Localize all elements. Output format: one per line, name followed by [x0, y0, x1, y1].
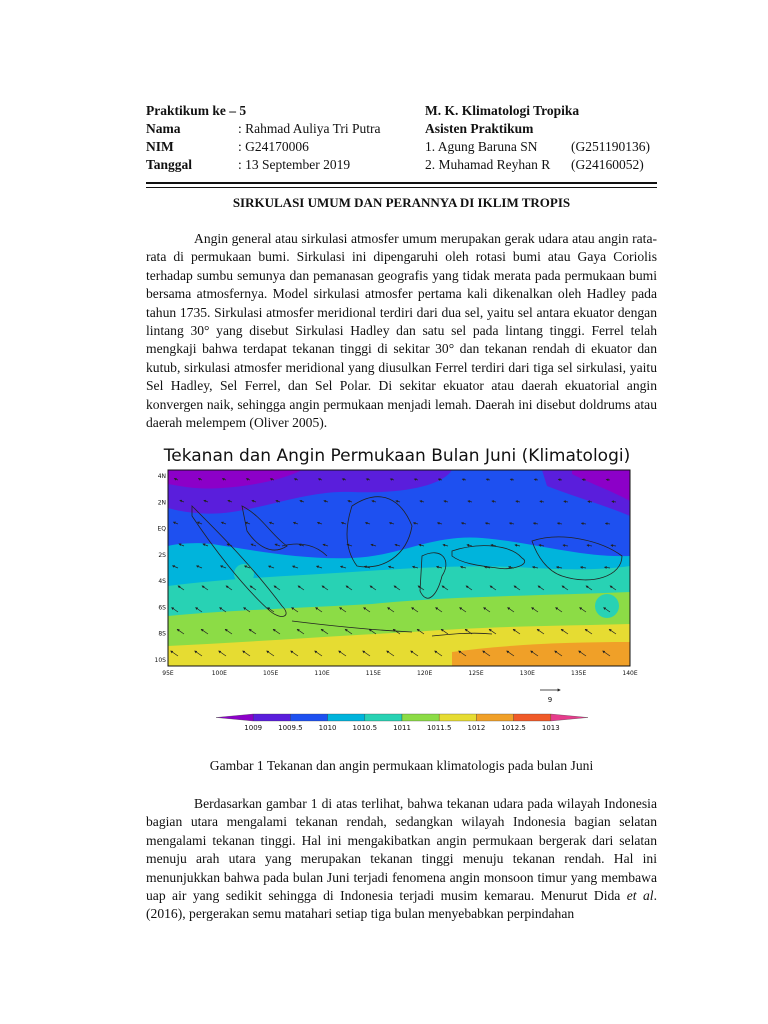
colorbar-label: 1012 [467, 724, 486, 732]
paragraph-analysis-etal: et al [626, 888, 654, 904]
tanggal-value: : 13 September 2019 [238, 157, 351, 172]
colorbar-label: 1011 [393, 724, 411, 732]
colorbar-label: 1009 [244, 724, 263, 732]
colorbar-label: 1009.5 [278, 724, 303, 732]
lat-tick-label: 2S [158, 551, 166, 559]
colorbar-segment [328, 714, 365, 721]
colorbar-segment [514, 714, 551, 721]
lon-tick-label: 120E [417, 670, 433, 677]
tanggal-label: Tanggal [146, 157, 193, 172]
assistant-id: (G251190136) [571, 139, 650, 154]
colorbar [216, 714, 588, 721]
figure-caption: Gambar 1 Tekanan dan angin permukaan klimatologis pada bulan Juni [209, 758, 594, 773]
colorbar-segment [402, 714, 439, 721]
lon-tick-label: 100E [211, 670, 227, 677]
header-row-nim [146, 138, 416, 156]
assistant-name: 1. Agung Baruna SN [425, 139, 538, 154]
colorbar-label: 1012.5 [501, 724, 526, 732]
lon-tick-label: 125E [468, 670, 484, 677]
lat-tick-label: EQ [157, 525, 166, 533]
document-title: SIRKULASI UMUM DAN PERANNYA DI IKLIM TROPIS [232, 195, 571, 210]
nama-label: Nama [146, 121, 181, 136]
assistant-row [425, 138, 665, 156]
paragraph-intro: Angin general atau sirkulasi atmosfer umum merupakan gerak udara atau angin rata-rata di permukaan bumi. Sirkulasi ini dipengaruhi oleh rotasi bumi atau Gaya Coriolis terhadap sumbu semunya dan pemanasan geografis yang tidak merata pada permukaan bumi bersama atmosfernya. Model sirkulasi atmosfer pertama kali dikenalkan oleh Hadley pada tahun 1735. Sirkulasi atmosfer meridional terdiri dari dua sel, yaitu sel antara ekuator dengan lintang 30° yang disebut Sirkulasi Hadley dan satu sel pada lintang tinggi. Ferrel telah mengkaji bahwa terdapat tekanan tinggi di sekitar 30° dan tekanan rendah di ekuator dan kutub, sirkulasi atmosfer meridional yang diusulkan Ferrel terdiri dari tiga sel sirkulasi, yaitu Sel Hadley, Sel Ferrel, dan Sel Polar. Di sekitar ekuator atau daerah ekuatorial angin konvergen naik, sehingga angin permukaan menjadi lemah. Daerah ini disebut doldrums atau daerah melempem (Oliver 2005). [146, 231, 657, 431]
lon-tick-label: 135E [571, 670, 587, 677]
colorbar-segment [365, 714, 402, 721]
lon-tick-label: 130E [519, 670, 535, 677]
colorbar-label: 1010.5 [352, 724, 378, 732]
map-field [168, 470, 630, 666]
colorbar-label: 1013 [541, 724, 560, 732]
colorbar-segment [253, 714, 290, 721]
colorbar-segment [290, 714, 327, 721]
assistant-heading: Asisten Praktikum [425, 121, 534, 136]
course-title: M. K. Klimatologi Tropika [425, 103, 580, 118]
header-right [425, 102, 665, 174]
lat-tick-label: 4N [157, 473, 166, 480]
colorbar-segment [476, 714, 513, 721]
lat-tick-label: 8S [158, 630, 166, 638]
nim-label: NIM [146, 139, 174, 154]
colorbar-label: 1010 [318, 724, 337, 732]
figure-map [152, 446, 642, 746]
lon-tick-label: 105E [263, 670, 279, 677]
colorbar-segment [551, 714, 588, 721]
header-rule-thin [146, 187, 657, 188]
header-row-praktikum [146, 102, 416, 120]
colorbar-label: 1011.5 [426, 724, 452, 732]
lat-tick-label: 6S [158, 604, 166, 612]
lat-tick-label: 10S [154, 657, 166, 664]
nama-value: : Rahmad Auliya Tri Putra [238, 121, 381, 136]
paragraph-analysis [146, 795, 657, 924]
header-rule-thick [146, 182, 657, 184]
lat-tick-label: 4S [158, 578, 166, 586]
header-row-nama [146, 120, 416, 138]
lon-tick-label: 115E [365, 670, 381, 677]
header-left [146, 102, 416, 174]
lon-tick-label: 95E [162, 670, 174, 677]
reference-vector-label: 9 [547, 696, 553, 704]
lon-tick-label: 140E [622, 670, 638, 677]
figure-title: Tekanan dan Angin Permukaan Bulan Juni (Klimatologi) [163, 446, 631, 466]
pressure-wind-map [152, 446, 642, 746]
paragraph-analysis-text: Berdasarkan gambar 1 di atas terlihat, bahwa tekanan udara pada wilayah Indonesia bagian utara mengalami tekanan rendah, sedangkan wilayah Indonesia bagian selatan mengalami tekanan tinggi. Hal ini mengakibatkan angin permukaan bergerak dari selatan menuju arah utara yang merupakan tekanan tinggi menuju tekanan rendah. Hal ini menunjukkan bahwa pada bulan Juni terjadi fenomena angin monsoon timur yang membawa uap air yang sedikit sehingga di Indonesia terjadi musim kemarau. Menurut Dida [146, 796, 657, 904]
assistant-row [425, 156, 665, 174]
nim-value: : G24170006 [238, 139, 309, 154]
lat-tick-label: 2N [157, 499, 166, 507]
colorbar-segment [216, 714, 253, 721]
lon-tick-label: 110E [314, 670, 330, 677]
assistant-name: 2. Muhamad Reyhan R [425, 157, 551, 172]
praktikum-label: Praktikum ke – 5 [146, 103, 247, 118]
header-row-tanggal [146, 156, 416, 174]
assistant-id: (G24160052) [571, 157, 644, 172]
colorbar-segment [439, 714, 476, 721]
paragraph-analysis-text-end: . (2016), pergerakan semu matahari setiap tiga bulan menyebabkan perpindahan [146, 888, 657, 922]
